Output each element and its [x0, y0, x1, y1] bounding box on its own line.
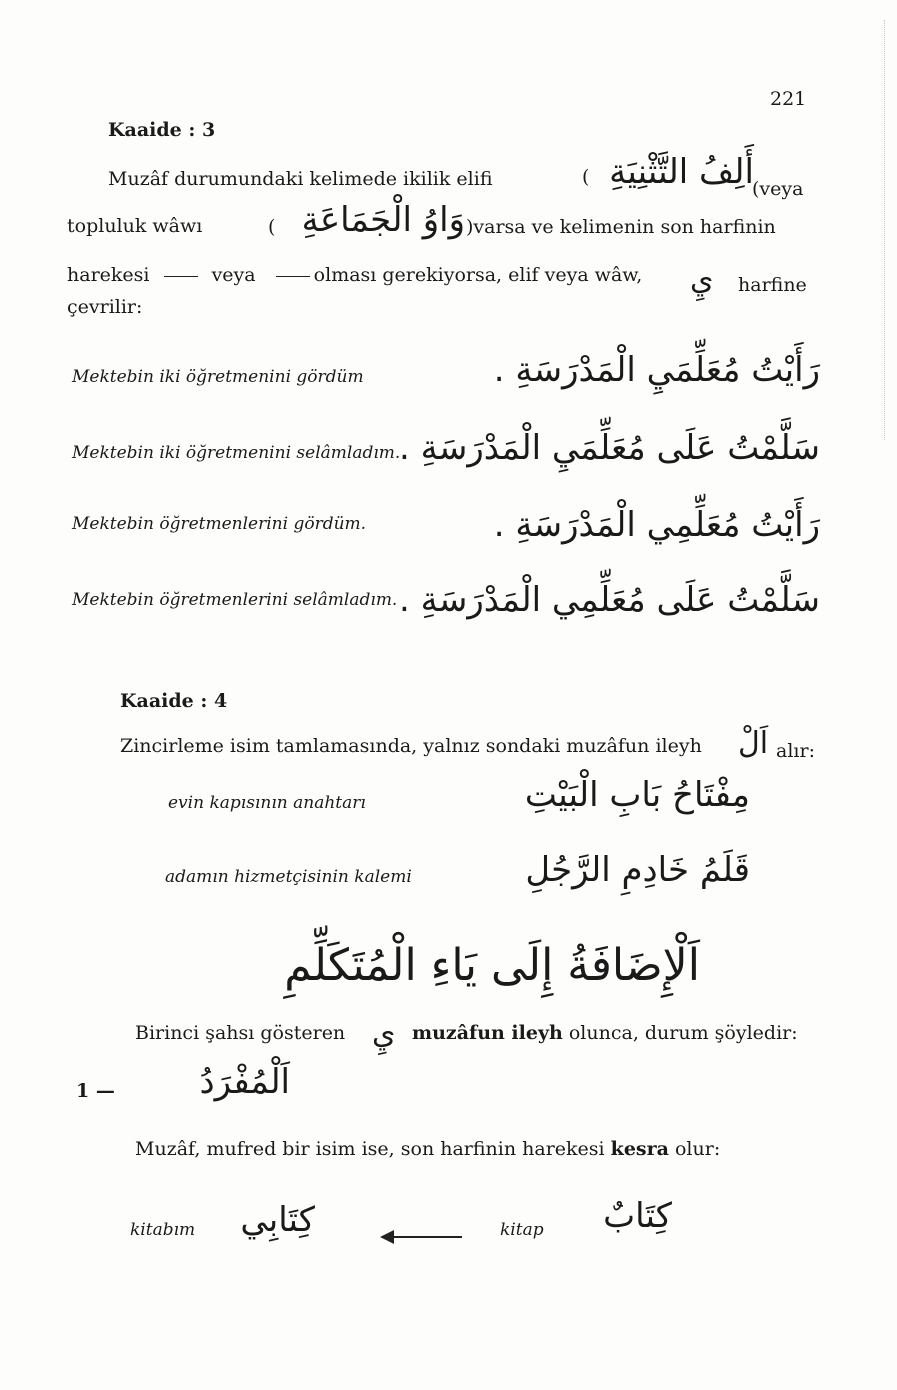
- rule3-line1-arabic: أَلِفُ التَّثْنِيَةِ: [609, 152, 754, 192]
- rule3-line2-arabic: وَاوُ الْجَمَاعَةِ: [301, 200, 465, 240]
- rule4-line1-arabic: اَلْ: [738, 726, 769, 761]
- rule3-line3-a: harekesi: [67, 264, 150, 286]
- final-left-tr: kitabım: [130, 1220, 196, 1240]
- section-title: اَلْإِضَافَةُ إِلَى يَاءِ الْمُتَكَلِّمِ: [284, 940, 700, 991]
- rule3-example-1-ar: رَأَيْتُ مُعَلِّمَيِ الْمَدْرَسَةِ .: [493, 350, 820, 390]
- intro-line-rest: [412, 1022, 798, 1044]
- intro-a: Birinci şahsı gösteren: [135, 1022, 346, 1044]
- rule4-line1-end: alır:: [776, 740, 815, 762]
- rule3-example-2-ar: سَلَّمْتُ عَلَى مُعَلِّمَيِ الْمَدْرَسَةِ .: [398, 428, 820, 468]
- rule3-line3: [67, 264, 642, 286]
- intro-c: olunca, durum şöyledir:: [568, 1022, 798, 1044]
- rule3-example-4-ar: سَلَّمْتُ عَلَى مُعَلِّمِي الْمَدْرَسَةِ .: [398, 580, 820, 620]
- damma-mark: [276, 276, 310, 277]
- rule3-line3-d: harfine: [738, 274, 807, 296]
- rule3-line4: çevrilir:: [67, 296, 143, 318]
- intro-b: muzâfun ileyh: [412, 1022, 563, 1044]
- rule4-heading: Kaaide : 4: [120, 690, 228, 712]
- arrow-left-icon: [382, 1236, 462, 1238]
- rule3-line1-text: Muzâf durumundaki kelimede ikilik elifi: [108, 168, 493, 190]
- item-1-arabic: اَلْمُفْرَدُ: [199, 1062, 290, 1102]
- fatha-mark: [164, 276, 198, 277]
- rule4-example-2-tr: adamın hizmetçisinin kalemi: [165, 867, 412, 887]
- final-left-ar: كِتَابِي: [240, 1200, 315, 1240]
- muzaf-line: [135, 1138, 720, 1160]
- muzaf-line-b: kesra: [610, 1138, 669, 1160]
- rule3-line3-b: veya: [211, 264, 256, 286]
- rule3-example-2-tr: Mektebin iki öğretmenini selâmladım.: [72, 443, 401, 463]
- intro-arabic: يِ: [372, 1016, 396, 1051]
- rule3-line3-c: olması gerekiyorsa, elif veya wâw,: [313, 264, 643, 286]
- page-edge-scan-marks: [883, 20, 885, 440]
- final-right-ar: كِتَابٌ: [603, 1196, 672, 1236]
- rule3-example-1-tr: Mektebin iki öğretmenini gördüm: [72, 367, 364, 387]
- rule3-line2-close: )varsa ve kelimenin son harfinin: [466, 216, 776, 238]
- rule3-line3-arabic: يِ: [690, 262, 714, 297]
- rule4-example-1-tr: evin kapısının anahtarı: [168, 793, 366, 813]
- rule3-line1-open-paren: (: [582, 166, 590, 188]
- page-number: 221: [770, 88, 807, 110]
- rule3-example-4-tr: Mektebin öğretmenlerini selâmladım.: [72, 590, 398, 610]
- rule3-line2-text: topluluk wâwı: [67, 215, 203, 237]
- muzaf-line-a: Muzâf, mufred bir isim ise, son harfinin harekesi: [135, 1138, 605, 1160]
- rule3-example-3-tr: Mektebin öğretmenlerini gördüm.: [72, 514, 367, 534]
- rule4-example-1-ar: مِفْتَاحُ بَابِ الْبَيْتِ: [524, 775, 750, 815]
- muzaf-line-c: olur:: [674, 1138, 721, 1160]
- rule3-example-3-ar: رَأَيْتُ مُعَلِّمِي الْمَدْرَسَةِ .: [493, 505, 820, 545]
- rule4-line1-text: Zincirleme isim tamlamasında, yalnız sondaki muzâfun ileyh: [120, 735, 702, 757]
- final-right-tr: kitap: [500, 1220, 544, 1240]
- rule3-line1-close: (veya: [752, 178, 804, 200]
- rule3-heading: Kaaide : 3: [108, 119, 216, 141]
- rule4-example-2-ar: قَلَمُ خَادِمِ الرَّجُلِ: [525, 850, 750, 890]
- rule3-line2-open-paren: (: [268, 216, 276, 238]
- item-1-number: 1 —: [76, 1080, 115, 1102]
